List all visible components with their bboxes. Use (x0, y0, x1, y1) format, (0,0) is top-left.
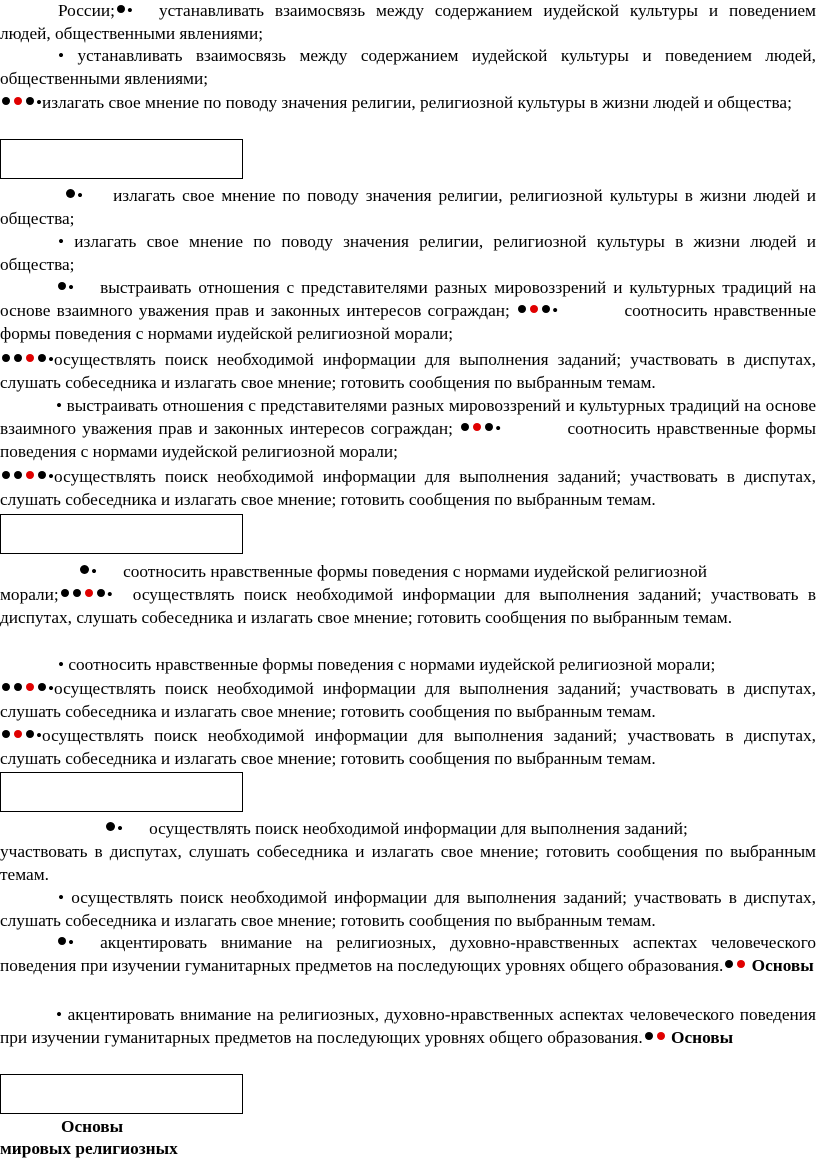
bullet-dot-icon (38, 471, 46, 479)
paragraph-text: •осуществлять поиск необходимой информации для выполнения заданий; участвовать в диспутах, слушать собеседника и излагать свое мнение; готовить сообщения по выбранным темам. (0, 467, 816, 509)
bullet-dot-icon (2, 730, 10, 738)
paragraph-text: участвовать в диспутах, слушать собеседника и излагать свое мнение; готовить сообщения по выбранным темам. (0, 841, 816, 884)
paragraph-6 (0, 277, 816, 345)
red-dot-icon (14, 730, 22, 738)
red-dot-icon (657, 1032, 665, 1040)
bullet: • (68, 933, 75, 952)
bullet-dot-icon (66, 189, 75, 198)
bullet-dot-icon (2, 97, 10, 105)
paragraph-4 (0, 185, 816, 231)
empty-frame (0, 1074, 243, 1114)
paragraph-13 (0, 725, 816, 771)
bullet-dot-icon (14, 471, 22, 479)
bullet-dot-icon (2, 354, 10, 362)
bullet: • (68, 278, 75, 297)
paragraph-16 (0, 932, 816, 978)
paragraph-14 (0, 818, 816, 886)
paragraph-text: •осуществлять поиск необходимой информации для выполнения заданий; участвовать в диспутах, слушать собеседника и излагать свое мнение; готовить сообщения по выбранным темам. (0, 726, 816, 768)
empty-frame (0, 514, 243, 554)
paragraph-text: акцентировать внимание на религиозных, духовно-нравственных аспектах человеческого поведения при изучении гуманитарных предметов на последующих уровнях общего образования. (0, 933, 816, 975)
bullet: • (117, 819, 124, 838)
empty-frame (0, 772, 243, 812)
bullet-dot-icon (26, 730, 34, 738)
paragraph-text: устанавливать взаимосвязь между содержанием иудейской культуры и поведением людей, общественными явлениями; (0, 1, 816, 43)
red-dot-icon (26, 471, 34, 479)
bullet-dot-icon (461, 423, 469, 431)
paragraph-11: • соотносить нравственные формы поведения с нормами иудейской религиозной морали; (58, 655, 716, 674)
bullet-dot-icon (106, 822, 115, 831)
bullet-dot-icon (61, 589, 69, 597)
heading-line-2: мировых религиозных (0, 1139, 178, 1158)
red-dot-icon (737, 960, 745, 968)
bold-text: Основы (671, 1027, 734, 1047)
heading-line-1: Основы (61, 1117, 124, 1136)
paragraph-text: •осуществлять поиск необходимой информации для выполнения заданий; участвовать в диспутах, слушать собеседника и излагать свое мнение; готовить сообщения по выбранным темам. (0, 350, 816, 392)
bullet-dot-icon (38, 354, 46, 362)
bullet-dot-icon (542, 305, 550, 313)
paragraph-8 (0, 395, 816, 463)
bullet-dot-icon (725, 960, 733, 968)
empty-frame (0, 139, 243, 179)
bullet-dot-icon (485, 423, 493, 431)
paragraph-10 (0, 561, 816, 629)
bullet-dot-icon (58, 282, 66, 290)
bullet-dot-icon (518, 305, 526, 313)
paragraph-text: осуществлять поиск необходимой информации для выполнения заданий; участвовать в диспутах, слушать собеседника и излагать свое мнение; готовить сообщения по выбранным темам. (0, 584, 816, 627)
red-dot-icon (26, 683, 34, 691)
paragraph-text: •излагать свое мнение по поводу значения религии, религиозной культуры в жизни людей и общества; (36, 93, 792, 112)
bold-text: Основы (751, 955, 814, 975)
paragraph-17 (0, 1004, 816, 1050)
paragraph-5: • излагать свое мнение по поводу значения религии, религиозной культуры в жизни людей и общества; (0, 232, 816, 274)
paragraph-text: соотносить нравственные формы поведения с нормами иудейской религиозной морали; (0, 300, 816, 343)
bullet: • (495, 418, 502, 438)
bullet-dot-icon (58, 937, 66, 945)
bullet-dot-icon (38, 683, 46, 691)
bullet-dot-icon (26, 97, 34, 105)
paragraph-2: • устанавливать взаимосвязь между содержанием иудейской культуры и поведением людей, общественными явлениями; (0, 46, 816, 88)
red-dot-icon (530, 305, 538, 313)
paragraph-3 (0, 92, 816, 115)
paragraph-1 (0, 0, 816, 46)
red-dot-icon (85, 589, 93, 597)
paragraph-12 (0, 678, 816, 724)
bullet-dot-icon (2, 683, 10, 691)
paragraph-text: соотносить нравственные формы поведения с нормами иудейской религиозной морали; (0, 418, 816, 461)
bullet: • (106, 584, 113, 604)
paragraph-7 (0, 349, 816, 395)
paragraph-text: • акцентировать внимание на религиозных, духовно-нравственных аспектах человеческого поведения при изучении гуманитарных предметов на последующих уровнях общего образования. (0, 1005, 816, 1047)
bullet-dot-icon (80, 565, 89, 574)
red-dot-icon (14, 97, 22, 105)
paragraph-15: • осуществлять поиск необходимой информации для выполнения заданий; участвовать в диспутах, слушать собеседника и излагать свое мнение; готовить сообщения по выбранным темам. (0, 888, 816, 930)
bullet-dot-icon (14, 354, 22, 362)
paragraph-9 (0, 466, 816, 512)
paragraph-text: •осуществлять поиск необходимой информации для выполнения заданий; участвовать в диспутах, слушать собеседника и излагать свое мнение; готовить сообщения по выбранным темам. (0, 679, 816, 721)
bullet-dot-icon (645, 1032, 653, 1040)
bullet-dot-icon (97, 589, 105, 597)
paragraph-text: соотносить нравственные формы поведения с нормами иудейской религиозной (123, 562, 707, 581)
paragraph-text: • выстраивать отношения с представителями разных мировоззрений и культурных традиций на основе взаимного уважения прав и законных интересов сограждан; (0, 396, 816, 438)
bullet-dot-icon (117, 5, 125, 13)
paragraph-text: излагать свое мнение по поводу значения религии, религиозной культуры в жизни людей и общества; (0, 186, 816, 228)
bullet-dot-icon (14, 683, 22, 691)
bullet: • (552, 300, 559, 320)
red-dot-icon (473, 423, 481, 431)
paragraph-text: выстраивать отношения с представителями разных мировоззрений и культурных традиций на основе взаимного уважения прав и законных интересов сограждан; (0, 278, 816, 320)
bullet-dot-icon (73, 589, 81, 597)
red-dot-icon (26, 354, 34, 362)
bullet-dot-icon (2, 471, 10, 479)
paragraph-text: морали; (0, 584, 59, 604)
lead-text: России; (58, 1, 115, 20)
bullet: • (77, 186, 84, 205)
bullet: • (126, 1, 133, 20)
paragraph-text: осуществлять поиск необходимой информации для выполнения заданий; (149, 819, 688, 838)
bullet: • (91, 562, 98, 581)
